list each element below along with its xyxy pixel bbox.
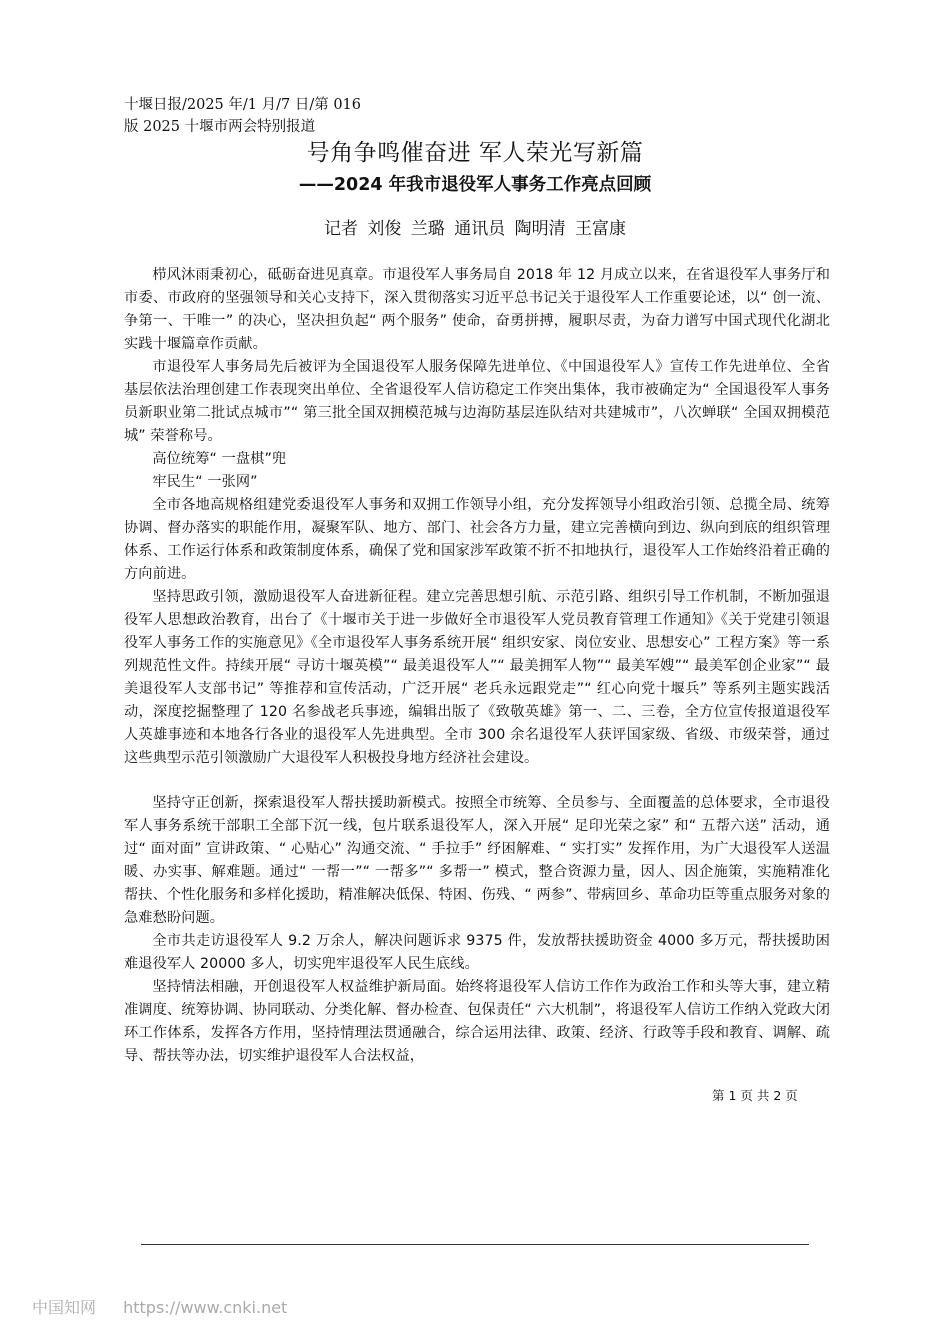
page-number: 第 1 页 共 2 页 xyxy=(712,1088,798,1103)
cnki-url: https://www.cnki.net xyxy=(123,1298,288,1317)
paragraph-honors: 市退役军人事务局先后被评为全国退役军人服务保障先进单位、《中国退役军人》宣传工作先进单位、全省基层依法治理创建工作表现突出单位、全省退役军人信访稳定工作突出集体，我市被确定为“ 全国退役军人事务员新职业第二批试点城市”“ 第三批全国双拥模范城与边海防基层连队结对共建城市”，八次蝉联“ 全国双拥模范城” 荣誉称号。 xyxy=(124,359,830,444)
article-authors: 记者 刘俊 兰璐 通讯员 陶明清 王富康 xyxy=(323,219,627,239)
paragraph-leadership: 全市各地高规格组建党委退役军人事务和双拥工作领导小组，充分发挥领导小组政治引领、总揽全局、统筹协调、督办落实的职能作用，凝聚军队、地方、部门、社会各方力量，建立完善横向到边、纵向到底的组织管理体系、工作运行体系和政策制度体系，确保了党和国家涉军政策不折不扣地执行，退役军人工作始终沿着正确的方向前进。 xyxy=(124,497,830,582)
source-line-2: 版 2025 十堰市两会特别报道 xyxy=(124,119,316,135)
paragraph-statistics: 全市共走访退役军人 9.2 万余人，解决问题诉求 9375 件，发放帮扶援助资金 4000 多万元，帮扶援助困难退役军人 20000 多人，切实兜牢退役军人民生底线。 xyxy=(124,933,830,972)
paragraph-assistance: 坚持守正创新，探索退役军人帮扶援助新模式。按照全市统筹、全员参与、全面覆盖的总体要求，全市退役军人事务系统干部职工全部下沉一线，包片联系退役军人，深入开展“ 足印光荣之家” 和“ 五帮六送” 活动，通过“ 面对面” 宣讲政策、“ 心贴心” 沟通交流、“ 手拉手” 纾困解难、“ 实打实” 发挥作用，为广大退役军人送温暖、办实事、解难题。通过“ 一帮一”“ 一帮多”“ 多帮一” 模式，整合资源力量，因人、因企施策，实施精准化帮扶、个性化服务和多样化援助，精准解决低保、特困、伤残、“ 两参”、带病回乡、革命功臣等重点服务对象的急难愁盼问题。 xyxy=(124,795,830,926)
footer-watermark xyxy=(32,1295,309,1318)
article-body xyxy=(124,264,830,1068)
section-heading-line-1: 高位统筹“ 一盘棋”兜 xyxy=(152,451,287,467)
paragraph-intro: 栉风沐雨秉初心，砥砺奋进见真章。市退役军人事务局自 2018 年 12 月成立以来，在省退役军人事务厅和市委、市政府的坚强领导和关心支持下，深入贯彻落实习近平总书记关于退役军人工作重要论述，以“ 创一流、争第一、干唯一” 的决心，坚决担负起“ 两个服务” 使命，奋勇拼搏，履职尽责，为奋力谱写中国式现代化湖北实践十堰篇章作贡献。 xyxy=(124,267,830,352)
footer-divider xyxy=(141,1244,809,1245)
paragraph-rights: 坚持情法相融，开创退役军人权益维护新局面。始终将退役军人信访工作作为政治工作和头等大事，建立精准调度、统筹协调、协同联动、分类化解、督办检查、包保责任“ 六大机制”，将退役军人信访工作纳入党政大闭环工作体系，发挥各方作用，坚持情理法贯通融合，综合运用法律、政策、经济、行政等手段和教育、调解、疏导、帮扶等办法，切实维护退役军人合法权益， xyxy=(124,979,830,1064)
article-title: 号角争鸣催奋进 军人荣光写新篇 xyxy=(306,140,644,166)
paragraph-ideology: 坚持思政引领，激励退役军人奋进新征程。建立完善思想引航、示范引路、组织引导工作机制，不断加强退役军人思想政治教育，出台了《十堰市关于进一步做好全市退役军人党员教育管理工作通知》《关于党建引领退役军人事务工作的实施意见》《全市退役军人事务系统开展“ 组织安家、岗位安业、思想安心” 工程方案》等一系列规范性文件。持续开展“ 寻访十堰英模”“ 最美退役军人”“ 最美拥军人物”“ 最美军嫂”“ 最美军创企业家”“ 最美退役军人支部书记” 等推荐和宣传活动，广泛开展“ 老兵永远跟党走”“ 红心向党十堰兵” 等系列主题实践活动，深度挖掘整理了 120 名参战老兵事迹，编辑出版了《致敬英雄》第一、二、三卷，全方位宣传报道退役军人英雄事迹和本地各行各业的退役军人先进典型。全市 300 余名退役军人获评国家级、省级、市级荣誉，通过这些典型示范引领激励广大退役军人积极投身地方经济社会建设。 xyxy=(124,589,830,766)
source-info xyxy=(124,94,384,138)
paragraph-gap xyxy=(124,770,830,792)
source-line-1: 十堰日报/2025 年/1 月/7 日/第 016 xyxy=(124,97,362,113)
article-subtitle: ——2024 年我市退役军人事务工作亮点回顾 xyxy=(298,175,652,195)
cnki-brand: 中国知网 xyxy=(32,1298,97,1317)
section-heading-line-2: 牢民生“ 一张网” xyxy=(152,474,258,490)
